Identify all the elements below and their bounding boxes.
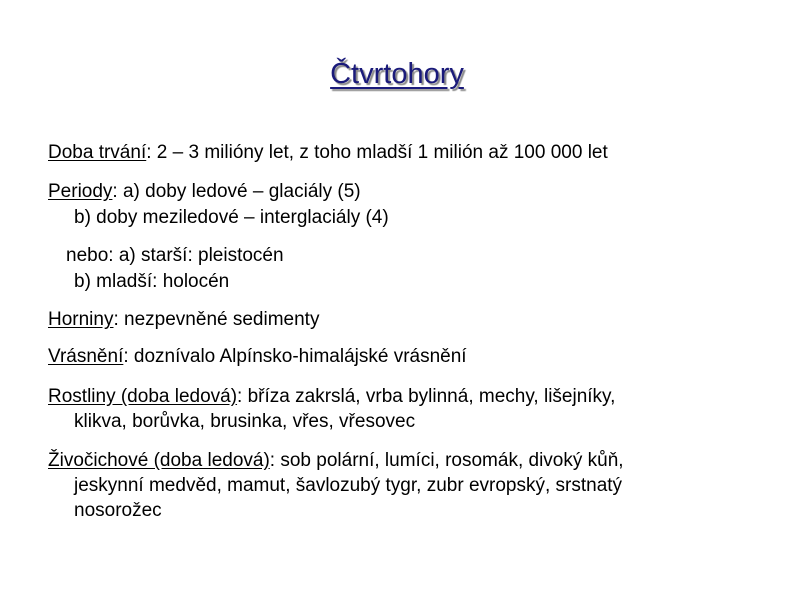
folding-line	[48, 345, 467, 369]
plants-line-1	[48, 385, 615, 409]
animals-text-1: : sob polární, lumíci, rosomák, divoký kůň,	[269, 450, 624, 471]
plants-label: Rostliny (doba ledová)	[48, 386, 238, 407]
or-line-1: nebo: a) starší: pleistocén	[66, 245, 284, 266]
animals-line-3: nosorožec	[74, 500, 162, 521]
duration-text: : 2 – 3 milióny let, z toho mladší 1 milión až 100 000 let	[146, 142, 608, 163]
or-line-2: b) mladší: holocén	[74, 271, 230, 292]
rocks-text: : nezpevněné sedimenty	[113, 309, 320, 330]
periods-line-1	[48, 180, 361, 204]
animals-label: Živočichové (doba ledová)	[48, 450, 270, 471]
animals-line-1	[48, 449, 624, 473]
plants-text-1: : bříza zakrslá, vrba bylinná, mechy, lišejníky,	[237, 386, 616, 407]
periods-label: Periody	[48, 181, 113, 202]
plants-line-2: klikva, borůvka, brusinka, vřes, vřesovec	[74, 411, 416, 432]
rocks-label: Horniny	[48, 309, 114, 330]
animals-line-2: jeskynní medvěd, mamut, šavlozubý tygr, zubr evropský, srstnatý	[74, 475, 623, 496]
periods-text-1: : a) doby ledové – glaciály (5)	[112, 181, 361, 202]
folding-text: : doznívalo Alpínsko-himalájské vrásnění	[123, 346, 467, 367]
periods-line-2: b) doby meziledové – interglaciály (4)	[74, 207, 389, 228]
slide-title: Čtvrtohory	[330, 58, 464, 90]
duration-label: Doba trvání	[48, 142, 147, 163]
duration-line	[48, 141, 608, 165]
rocks-line	[48, 308, 319, 332]
folding-label: Vrásnění	[48, 346, 124, 367]
